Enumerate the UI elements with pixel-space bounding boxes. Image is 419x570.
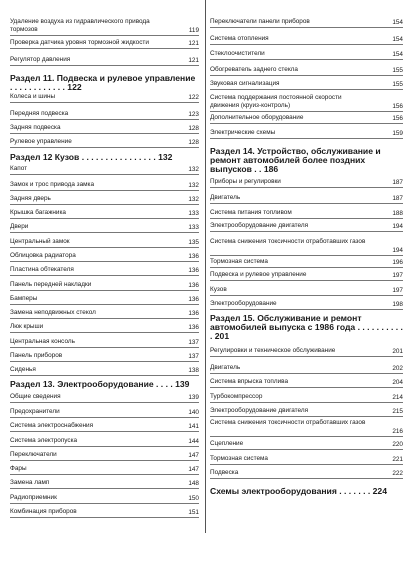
toc-entry <box>210 178 403 188</box>
entry-page-number: 140 <box>188 409 199 416</box>
toc-entry <box>10 281 199 291</box>
entry-title: Задняя подвеска <box>10 124 61 131</box>
section-title: Раздел 11. Подвеска и рулевое управление . . . . . . . . . . . . 122 <box>10 73 196 92</box>
entry-title: Удаление воздуха из гидравлического привода тормозов <box>10 18 150 33</box>
toc-entry <box>210 114 403 124</box>
entry-title: Облицовка радиатора <box>10 252 76 259</box>
toc-entry <box>210 66 403 76</box>
entry-page-number: 197 <box>392 287 403 294</box>
entry-title: Центральная консоль <box>10 338 75 345</box>
entry-title: Система снижения токсичности отработавших газов <box>210 238 366 245</box>
entry-title: Подвеска <box>210 469 239 476</box>
entry-title: Регулировки и техническое обслуживание <box>210 347 336 354</box>
entry-title: Передняя подвеска <box>10 110 69 117</box>
entry-title: Система электроснабжения <box>10 422 94 429</box>
toc-entry <box>10 295 199 305</box>
entry-page-number: 136 <box>188 267 199 274</box>
entry-page-number: 156 <box>392 103 403 110</box>
entry-title: Система отопления <box>210 35 269 42</box>
toc-entry <box>10 165 199 175</box>
entry-title: Центральный замок <box>10 238 70 245</box>
entry-title: Проверка датчика уровня тормозной жидкости <box>10 39 149 46</box>
entry-page-number: 155 <box>392 81 403 88</box>
toc-entry <box>10 238 199 248</box>
toc-entry <box>10 366 199 376</box>
entry-title: Приборы и регулировки <box>210 178 281 185</box>
entry-title: Крышка багажника <box>10 209 66 216</box>
entry-page-number: 136 <box>188 296 199 303</box>
entry-page-number: 156 <box>392 115 403 122</box>
entry-title: Панель передней накладки <box>10 281 92 288</box>
entry-title: Система поддержания постоянной скорости движения (круиз-контроль) <box>210 94 342 109</box>
entry-page-number: 194 <box>392 247 403 254</box>
toc-entry <box>10 195 199 205</box>
toc-section-heading <box>210 314 403 343</box>
toc-entry <box>10 508 199 518</box>
toc-entry <box>210 129 403 139</box>
entry-page-number: 137 <box>188 339 199 346</box>
entry-page-number: 128 <box>188 125 199 132</box>
entry-title: Замена неподвижных стекол <box>10 309 96 316</box>
section-title: Раздел 14. Устройство, обслуживание и ремонт автомобилей более поздних выпусков . . 186 <box>210 146 381 174</box>
toc-entry <box>10 437 199 447</box>
entry-title: Замена ламп <box>10 479 50 486</box>
toc-entry <box>10 93 199 103</box>
entry-title: Колеса и шины <box>10 93 56 100</box>
toc-entry <box>210 419 403 437</box>
toc-entry <box>210 271 403 281</box>
section-title: Схемы электрооборудования . . . . . . . 224 <box>210 486 387 496</box>
entry-page-number: 155 <box>392 67 403 74</box>
toc-entry <box>10 138 199 148</box>
entry-page-number: 132 <box>188 182 199 189</box>
toc-entry <box>210 80 403 90</box>
entry-title: Двигатель <box>210 194 241 201</box>
toc-entry <box>210 300 403 310</box>
entry-page-number: 154 <box>392 51 403 58</box>
toc-entry <box>10 209 199 219</box>
entry-title: Звуковая сигнализация <box>210 80 280 87</box>
entry-page-number: 198 <box>392 301 403 308</box>
entry-title: Переключатели панели приборов <box>210 18 310 25</box>
toc-left-column <box>8 0 206 533</box>
entry-title: Электрооборудование двигателя <box>210 222 309 229</box>
entry-page-number: 187 <box>392 179 403 186</box>
entry-page-number: 119 <box>188 27 199 34</box>
toc-entry <box>210 378 403 388</box>
entry-page-number: 136 <box>188 310 199 317</box>
toc-entry <box>210 194 403 204</box>
entry-title: Сцепление <box>210 440 244 447</box>
toc-entry <box>10 18 199 36</box>
entry-page-number: 128 <box>188 139 199 146</box>
toc-entry <box>10 422 199 432</box>
entry-title: Обогреватель заднего стекла <box>210 66 298 73</box>
entry-page-number: 214 <box>392 394 403 401</box>
entry-title: Система питания топливом <box>210 209 292 216</box>
toc-entry <box>210 469 403 479</box>
entry-title: Система электропуска <box>10 437 78 444</box>
entry-title: Дополнительное оборудование <box>210 114 304 121</box>
entry-title: Пластина обтекателя <box>10 266 74 273</box>
section-title: Раздел 13. Электрооборудование . . . . 139 <box>10 379 190 389</box>
entry-page-number: 221 <box>392 456 403 463</box>
toc-entry <box>210 258 403 268</box>
toc-entry <box>10 465 199 475</box>
toc-entry <box>10 181 199 191</box>
entry-title: Капот <box>10 165 28 172</box>
toc-entry <box>10 223 199 233</box>
entry-page-number: 144 <box>188 438 199 445</box>
toc-entry <box>210 50 403 60</box>
toc-entry <box>10 124 199 134</box>
toc-entry <box>10 56 199 66</box>
toc-entry <box>10 252 199 262</box>
toc-entry <box>210 209 403 219</box>
entry-page-number: 136 <box>188 253 199 260</box>
toc-entry <box>210 286 403 296</box>
entry-title: Подвеска и рулевое управление <box>210 271 307 278</box>
entry-page-number: 154 <box>392 36 403 43</box>
entry-page-number: 220 <box>392 441 403 448</box>
toc-entry <box>210 440 403 450</box>
toc-entry <box>210 18 403 28</box>
entry-page-number: 123 <box>188 111 199 118</box>
entry-title: Переключатели <box>10 451 57 458</box>
entry-page-number: 135 <box>188 239 199 246</box>
entry-page-number: 147 <box>188 466 199 473</box>
toc-section-heading <box>210 487 403 497</box>
entry-title: Комбинация приборов <box>10 508 77 515</box>
entry-page-number: 154 <box>392 19 403 26</box>
entry-title: Тормозная система <box>210 455 268 462</box>
entry-page-number: 132 <box>188 196 199 203</box>
section-title: Раздел 12 Кузов . . . . . . . . . . . . . . . . 132 <box>10 152 173 162</box>
toc-entry <box>210 393 403 403</box>
entry-title: Система снижения токсичности отработавших газов <box>210 419 366 426</box>
entry-page-number: 147 <box>188 452 199 459</box>
entry-title: Электрооборудование двигателя <box>210 407 309 414</box>
entry-page-number: 141 <box>188 423 199 430</box>
entry-title: Предохранители <box>10 408 60 415</box>
entry-title: Задняя дверь <box>10 195 51 202</box>
entry-page-number: 137 <box>188 353 199 360</box>
entry-title: Рулевое управление <box>10 138 72 145</box>
entry-page-number: 133 <box>188 224 199 231</box>
entry-title: Люк крыши <box>10 323 44 330</box>
entry-page-number: 136 <box>188 324 199 331</box>
entry-page-number: 187 <box>392 195 403 202</box>
toc-entry <box>10 494 199 504</box>
entry-page-number: 202 <box>392 365 403 372</box>
entry-title: Сиденья <box>10 366 36 373</box>
toc-entry <box>10 110 199 120</box>
entry-page-number: 196 <box>392 259 403 266</box>
entry-title: Тормозная система <box>210 258 268 265</box>
entry-page-number: 201 <box>392 348 403 355</box>
toc-entry <box>10 408 199 418</box>
entry-page-number: 150 <box>188 495 199 502</box>
toc-entry <box>10 393 199 403</box>
toc-entry <box>10 451 199 461</box>
entry-page-number: 138 <box>188 367 199 374</box>
entry-page-number: 121 <box>188 40 199 47</box>
entry-title: Двигатель <box>210 364 241 371</box>
entry-title: Общие сведения <box>10 393 61 400</box>
entry-title: Замок и трос привода замка <box>10 181 95 188</box>
entry-title: Система впрыска топлива <box>210 378 289 385</box>
entry-page-number: 122 <box>188 94 199 101</box>
entry-page-number: 216 <box>392 428 403 435</box>
entry-page-number: 222 <box>392 470 403 477</box>
toc-entry <box>210 347 403 357</box>
entry-page-number: 139 <box>188 394 199 401</box>
entry-title: Двери <box>10 223 29 230</box>
entry-page-number: 136 <box>188 282 199 289</box>
toc-section-heading <box>10 380 199 390</box>
toc-entry <box>10 479 199 489</box>
toc-entry <box>210 238 403 256</box>
entry-page-number: 197 <box>392 272 403 279</box>
entry-page-number: 121 <box>188 57 199 64</box>
entry-page-number: 194 <box>392 223 403 230</box>
entry-title: Стеклоочистители <box>210 50 265 57</box>
entry-title: Панель приборов <box>10 352 63 359</box>
toc-entry <box>10 266 199 276</box>
entry-page-number: 151 <box>188 509 199 516</box>
toc-entry <box>10 309 199 319</box>
entry-page-number: 148 <box>188 480 199 487</box>
entry-title: Турбокомпрессор <box>210 393 263 400</box>
toc-entry <box>210 407 403 417</box>
toc-entry <box>10 39 199 49</box>
entry-title: Электрооборудование <box>210 300 277 307</box>
toc-entry <box>10 323 199 333</box>
entry-page-number: 132 <box>188 166 199 173</box>
section-title: Раздел 15. Обслуживание и ремонт автомобилей выпуска с 1986 года . . . . . . . . . . . 201 <box>210 313 403 341</box>
toc-entry <box>210 364 403 374</box>
toc-entry <box>210 455 403 465</box>
entry-title: Регулятор давления <box>10 56 71 63</box>
entry-page-number: 215 <box>392 408 403 415</box>
entry-title: Фары <box>10 465 27 472</box>
toc-section-heading <box>210 147 403 176</box>
toc-section-heading <box>10 153 199 163</box>
entry-title: Электрические схемы <box>210 129 276 136</box>
entry-page-number: 188 <box>392 210 403 217</box>
entry-title: Радиоприемник <box>10 494 57 501</box>
toc-entry <box>210 35 403 45</box>
toc-entry <box>210 94 403 112</box>
toc-entry <box>10 352 199 362</box>
toc-section-heading <box>10 74 199 93</box>
entry-title: Кузов <box>210 286 227 293</box>
entry-page-number: 159 <box>392 130 403 137</box>
entry-title: Бамперы <box>10 295 38 302</box>
entry-page-number: 204 <box>392 379 403 386</box>
toc-entry <box>210 222 403 232</box>
toc-entry <box>10 338 199 348</box>
entry-page-number: 133 <box>188 210 199 217</box>
